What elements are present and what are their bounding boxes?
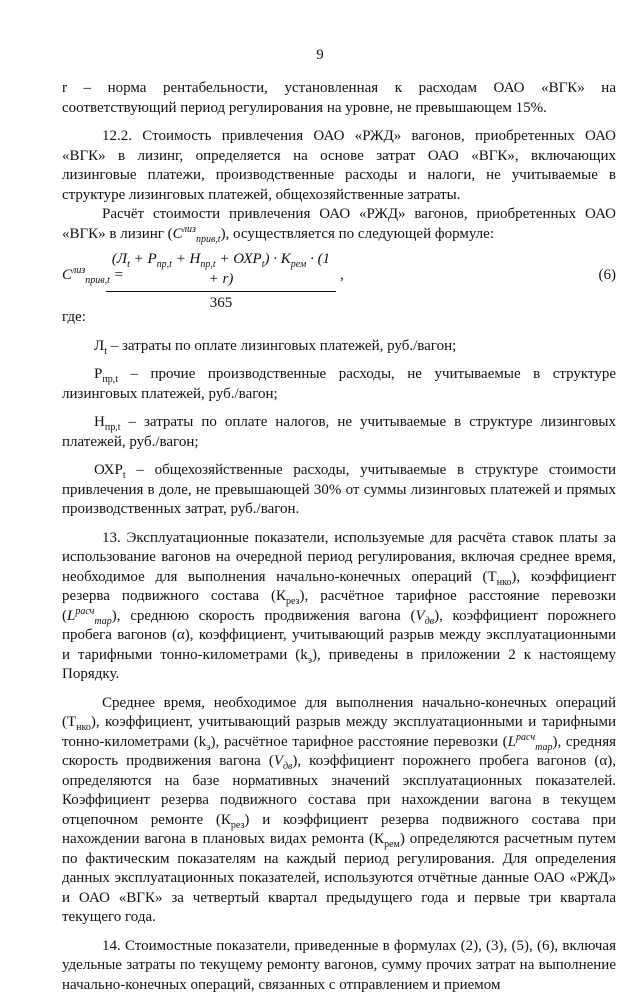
paragraph-calc-intro: Расчёт стоимости привлечения ОАО «РЖД» вагонов, приобретенных ОАО «ВГК» в лизинг $(C^{лиз}_{прив,t})$, осуществляется по следующей формуле: (62, 205, 616, 244)
definition-taxes: $Н_{пр,t}$ – затраты по оплате налогов, не учитываемые в структуре лизинговых платежей, руб./вагон; (62, 413, 616, 452)
where-label: где: (62, 308, 616, 328)
paragraph-avg-time: Среднее время, необходимое для выполнения начально-конечных операций $(Т_{нко})$, коэффициент, учитывающий разрыв между эксплуатационными и тарифными тонно-километрами $(k_э)$, расчётное тарифное расстояние перевозки $(L^{расч}_{тар})$, средняя скорость продвижения вагона $(V_{дв})$, коэффициент порожнего пробега вагонов (α), определяются на базе нормативных значений эксплуатационных показателей. Коэффициент резерва подвижного состава при нахождении вагона в текущем отцепочном ремонте $(К_{рез})$ и коэффициент резерва подвижного состава при нахождении вагона в плановых видах ремонта $(К_{рем})$ определяются расчетным путем по фактическим показателям на каждый период регулирования. Для определения данных эксплуатационных показателей, используются отчётные данные ОАО «РЖД» и ОАО «ВГК» за четвертый квартал предыдущего года и первые три квартала текущего года. (62, 694, 616, 928)
definition-leasing: $Л_t$ – затраты по оплате лизинговых платежей, руб./вагон; (62, 337, 616, 357)
formula-fraction (106, 250, 336, 314)
formula-denominator: 365 (106, 292, 336, 314)
formula-number: (6) (599, 266, 617, 286)
formula-comma: , (340, 266, 344, 286)
paragraph-12-2: 12.2. Стоимость привлечения ОАО «РЖД» вагонов, приобретенных ОАО «ВГК» в лизинг, определяется на основе затрат ОАО «ВГК», включающих лизинговые платежи, производственные расходы и налоги, не учитываемые в структуре лизинговых платежей, общехозяйственные затраты. (62, 127, 616, 205)
formula-6 (62, 250, 616, 304)
formula-lhs: $C^{лиз}_{прив,t}$ = (62, 266, 124, 286)
paragraph-r-definition: r – норма рентабельности, установленная к расходам ОАО «ВГК» на соответствующий период регулирования на уровне, не превышающем 15%. (62, 79, 616, 118)
definition-other-costs: $Р_{пр,t}$ – прочие производственные расходы, не учитываемые в структуре лизинговых платежей, руб./вагон; (62, 365, 616, 404)
paragraph-13: 13. Эксплуатационные показатели, используемые для расчёта ставок платы за использование вагонов на очередной период регулирования, включая среднее время, необходимое для выполнения начально-конечных операций $(Т_{нко})$, коэффициент резерва подвижного состава $(К_{рез})$, расчётное тарифное расстояние перевозки $(L^{расч}_{тар})$, среднюю скорость продвижения вагона $(V_{дв})$, коэффициент порожнего пробега вагонов (α), коэффициент, учитывающий разрыв между эксплуатационными и тарифными тонно-километрами $(k_э)$, приведены в приложении 2 к настоящему Порядку. (62, 529, 616, 685)
page-number: 9 (0, 46, 640, 66)
c-symbol: $C^{лиз}_{прив,t}$ (173, 226, 221, 242)
definition-overhead: $ОХР_t$ – общехозяйственные расходы, учитываемые в структуре стоимости привлечения в доле, не превышающей 30% от суммы лизинговых платежей и прямых производственных затрат, руб./вагон. (62, 461, 616, 520)
paragraph-14: 14. Стоимостные показатели, приведенные в формулах (2), (3), (5), (6), включая удельные затраты по текущему ремонту вагонов, сумму прочих затрат на выполнение начально-конечных операций, связанных с отправлением и приемом (62, 937, 616, 995)
formula-numerator: $(Л_t + Р_{пр,t} + Н_{пр,t} + ОХР_t) \cdot К_{рем} \cdot (1 + r)$ (106, 250, 336, 292)
document-body (62, 79, 616, 995)
